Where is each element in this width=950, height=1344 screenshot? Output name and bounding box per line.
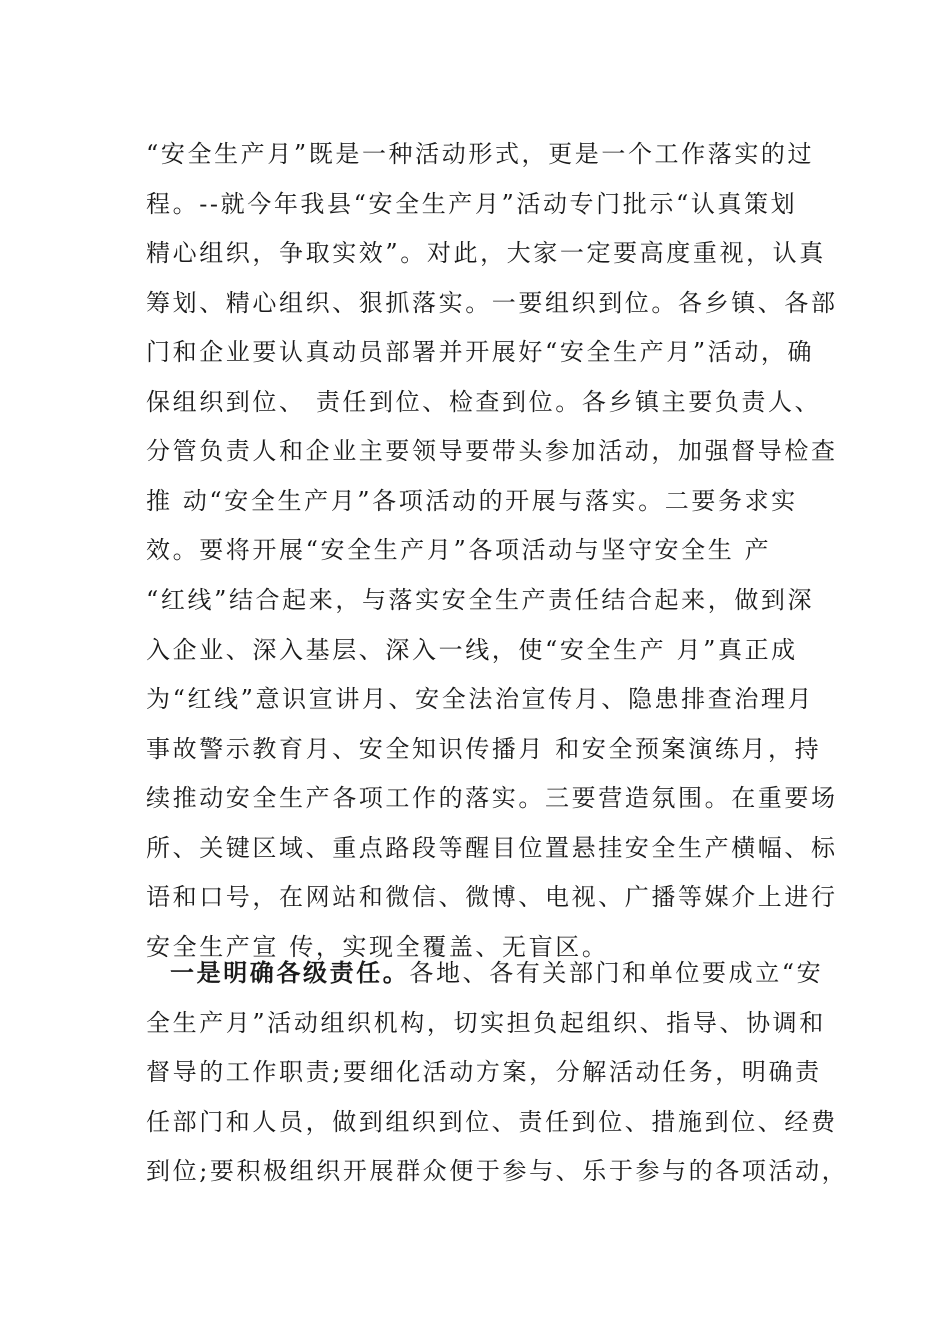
paragraph-1-line: 安全生产宣 传，实现全覆盖、无盲区。 — [146, 933, 609, 961]
paragraph-1-line: 入企业、深入基层、深入一线，使“安全生产 月”真正成 — [146, 636, 798, 664]
paragraph-2-line: 任部门和人员，做到组织到位、责任到位、措施到位、经费 — [146, 1108, 838, 1136]
paragraph-2-line: 到位;要积极组织开展群众便于参与、乐于参与的各项活动， — [146, 1157, 849, 1185]
paragraph-1-line: 语和口号，在网站和微信、微博、电视、广播等媒介上进行 — [146, 883, 838, 911]
paragraph-1-line: 所、关键区域、重点路段等醒目位置悬挂安全生产横幅、标 — [146, 834, 838, 862]
paragraph-2-line: 全生产月”活动组织机构，切实担负起组织、指导、协调和 — [146, 1009, 826, 1037]
paragraph-1-line: 效。要将开展“安全生产月”各项活动与坚守安全生 产 — [146, 536, 772, 564]
paragraph-1-line: 事故警示教育月、安全知识传播月 和安全预案演练月，持 — [146, 735, 822, 763]
paragraph-1-line: 为“红线”意识宣讲月、安全法治宣传月、隐患排查治理月 — [146, 685, 815, 713]
paragraph-1-line: 分管负责人和企业主要领导要带头参加活动，加强督导检查 — [146, 437, 838, 465]
paragraph-2-line: 督导的工作职责;要细化活动方案，分解活动任务，明确责 — [146, 1058, 822, 1086]
paragraph-1-line: 保组织到位、 责任到位、检查到位。各乡镇主要负责人、 — [146, 388, 822, 416]
paragraph-1-line: 程。--就今年我县“安全生产月”活动专门批示“认真策划 — [146, 190, 798, 218]
paragraph-1-line: 推 动“安全生产月”各项活动的开展与落实。二要务求实 — [146, 487, 798, 515]
paragraph-1-line: 续推动安全生产各项工作的落实。三要营造氛围。在重要场 — [146, 784, 838, 812]
paragraph-1-line: 筹划、精心组织、狠抓落实。一要组织到位。各乡镇、各部 — [146, 289, 838, 317]
paragraph-2-first-line-text: 各地、各有关部门和单位要成立“安 — [409, 959, 824, 987]
paragraph-1-line: 门和企业要认真动员部署并开展好“安全生产月”活动，确 — [146, 338, 815, 366]
paragraph-1-line: “红线”结合起来，与落实安全生产责任结合起来，做到深 — [146, 586, 815, 614]
paragraph-2-first-line — [170, 953, 850, 993]
paragraph-1-line: “安全生产月”既是一种活动形式，更是一个工作落实的过 — [146, 140, 815, 168]
paragraph-2-heading: 一是明确各级责任。 — [170, 958, 410, 987]
paragraph-1-line: 精心组织，争取实效”。对此，大家一定要高度重视，认真 — [146, 239, 826, 267]
